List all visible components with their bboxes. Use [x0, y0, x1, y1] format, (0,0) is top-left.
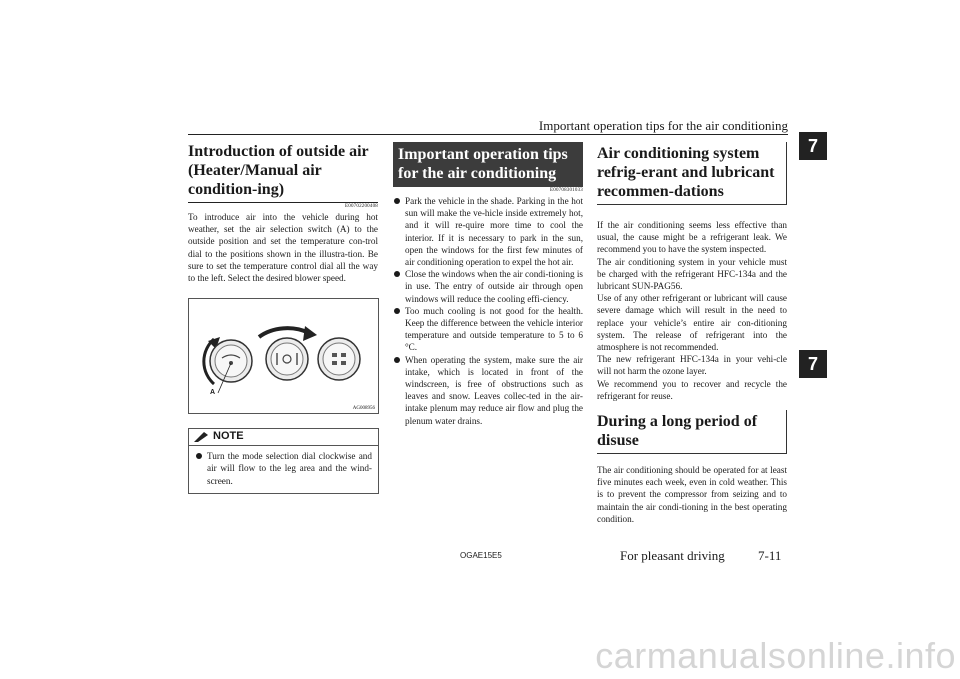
control-panel-illustration	[188, 298, 379, 414]
note-body	[189, 446, 378, 493]
outside-air-body: To introduce air into the vehicle during hot weather, set the air selection switch (A) to the outside position and set the temperature con-trol dial to the positions shown in the illustra-tion. Be sure to set the temperature control dial all the way to the left. Select the desired blower speed.	[188, 212, 378, 284]
note-pen-icon	[193, 431, 209, 443]
note-header	[189, 429, 378, 446]
chapter-tab-lower: 7	[799, 350, 827, 378]
refrigerant-paragraph: Use of any other refrigerant or lubricant will cause severe damage which will result in the need to replace your vehicle’s entire air con-ditioning system. The release of refrigerant into the atmosphere is not recommended.	[597, 293, 787, 353]
refrigerant-paragraph: The new refrigerant HFC-134a in your vehi-cle will not harm the ozone layer.	[597, 354, 787, 377]
section-heading-disuse: During a long period of disuse	[597, 410, 787, 454]
page-number: 7-11	[758, 548, 782, 563]
column-operation-tips	[393, 142, 583, 427]
watermark: carmanualsonline.info	[595, 635, 956, 676]
disuse-body: The air conditioning should be operated for at least five minutes each week, even in cold weather. This is to prevent the compressor from seizing and to maintain the air condi-tioning in the best operating condition.	[597, 465, 787, 524]
refrigerant-paragraph: If the air conditioning seems less effective than usual, the cause might be a refrigerant leak. We recommend you to have the system inspected.	[597, 220, 787, 255]
refrigerant-paragraph: The air conditioning system in your vehicle must be charged with the refrigerant HFC-134a and the lubricant SUN-PAG56.	[597, 256, 787, 292]
list-item: Close the windows when the air condi-tioning is in use. The entry of outside air through open windows will reduce the cooling effi-ciency.	[393, 268, 583, 305]
refrigerant-paragraph: We recommend you to recover and recycle the refrigerant for reuse.	[597, 378, 787, 401]
section-heading-operation-tips: Important operation tips for the air conditioning	[393, 142, 583, 187]
section-heading-refrigerant: Air conditioning system refrig-erant and lubricant recommen-dations	[597, 142, 787, 205]
bullet-icon	[394, 357, 400, 363]
column-refrigerant	[597, 142, 787, 525]
dials-drawing	[189, 299, 378, 413]
header-rule	[188, 134, 788, 135]
bullet-icon	[394, 308, 400, 314]
bullet-icon	[394, 271, 400, 277]
note-item: Turn the mode selection dial clockwise and air will flow to the leg area and the wind-screen.	[195, 450, 372, 487]
section-code: E00702200408	[345, 204, 378, 209]
note-title: NOTE	[213, 430, 244, 443]
note-box	[188, 428, 379, 494]
chapter-tab: 7	[799, 132, 827, 160]
running-title: Important operation tips for the air conditioning	[538, 118, 788, 133]
list-item: Park the vehicle in the shade. Parking in the hot sun will make the ve-hicle inside extremely hot, and it will re-quire more time to cool the interior. If it is necessary to park in the sun, open the windows for the first few minutes of air conditioning operation to expel the hot air.	[393, 195, 583, 268]
bullet-icon	[196, 453, 202, 459]
bullet-icon	[394, 198, 400, 204]
footer-code: OGAE15E5	[460, 551, 502, 560]
list-item: When operating the system, make sure the air intake, which is located in front of the windscreen, is free of obstructions such as leaves and snow. Leaves collec-ted in the air-intake plenum may reduce air flow and plug the plenum water drains.	[393, 354, 583, 427]
section-heading-outside-air: Introduction of outside air (Heater/Manual air condition-ing)	[188, 142, 378, 203]
air-selection-switch-label: A	[210, 389, 216, 397]
tips-list	[393, 195, 583, 427]
figure-code: AG008956	[352, 406, 375, 412]
footer-section: For pleasant driving	[620, 548, 725, 563]
section-code: E00708301033	[550, 188, 583, 193]
column-introduction-outside-air	[188, 142, 378, 494]
list-item: Too much cooling is not good for the health. Keep the difference between the vehicle interior temperature and outside temperature to 5 to 6 °C.	[393, 305, 583, 354]
